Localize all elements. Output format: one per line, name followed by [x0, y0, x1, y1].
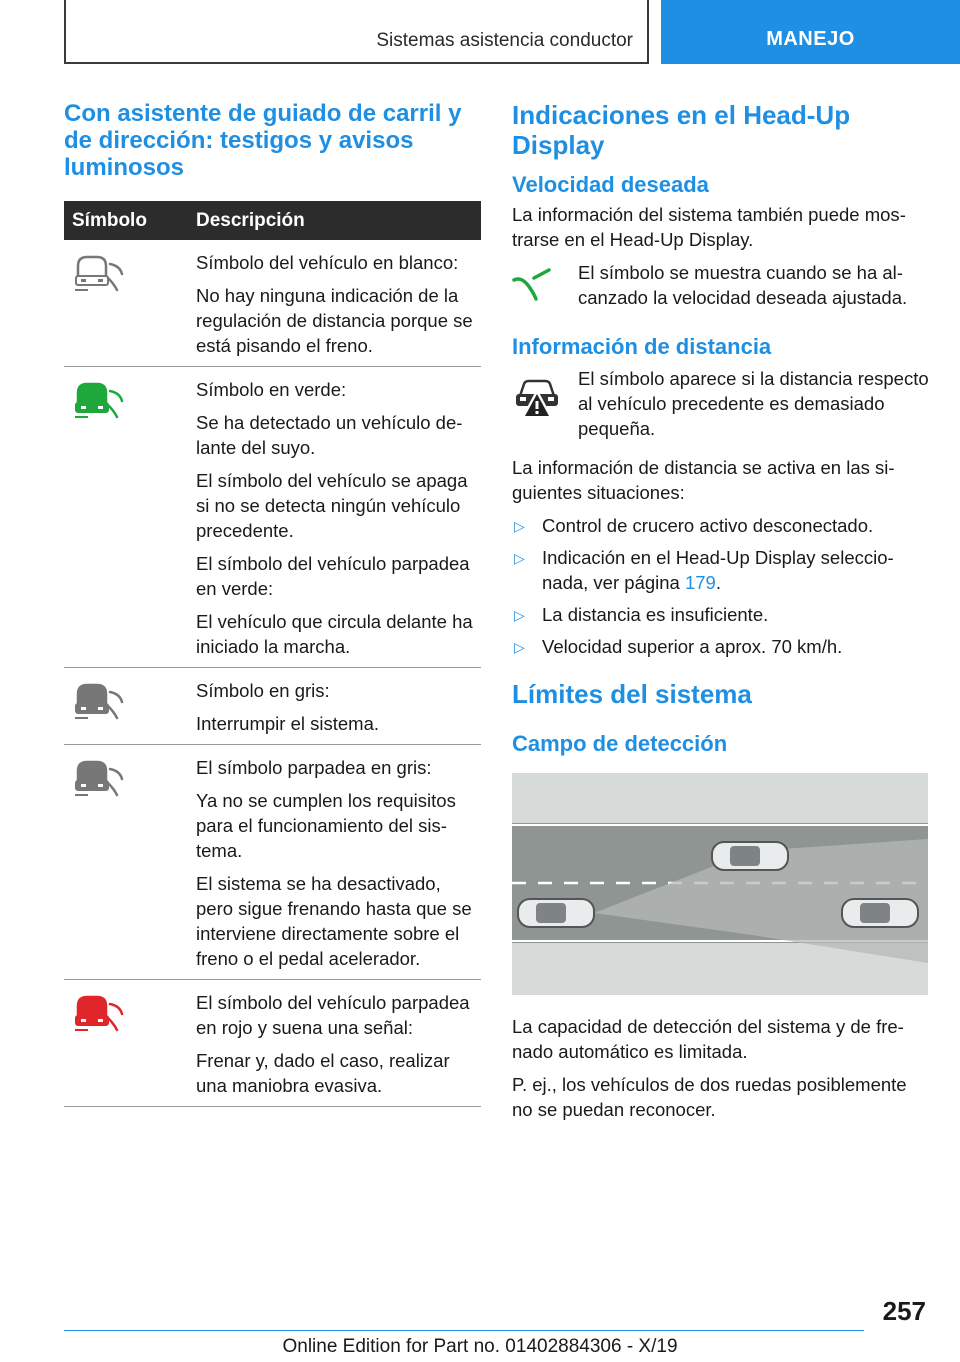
- footer-edition-text: Online Edition for Part no. 01402884306 - X/19: [282, 1336, 678, 1357]
- distance-warning-icon-row: [512, 366, 930, 441]
- description-cell: [188, 745, 481, 980]
- description-line: Frenar y, dado el caso, realizar una maniobra evasiva.: [196, 1050, 450, 1096]
- description-line: Símbolo en verde:: [196, 379, 347, 400]
- symbol-cell: [64, 980, 188, 1107]
- list-item: ▷ La distancia es insuficiente.: [512, 602, 930, 627]
- subheading-distance-info: Información de distancia: [512, 334, 772, 359]
- distance-info-conditions-list: [512, 513, 930, 659]
- car-lane-left-icon: [712, 842, 788, 870]
- bullet-triangle-icon: ▷: [514, 550, 525, 566]
- subheading-detection-range: Campo de detección: [512, 731, 728, 756]
- desired-speed-intro: La información del sistema también puede mostrarse en el Head-Up Display.: [512, 204, 906, 250]
- description-line: Símbolo en gris:: [196, 680, 330, 701]
- list-item: ▷ Indicación en el Head-Up Display seleccionada, ver página 179.: [514, 547, 894, 593]
- detection-range-paragraph-2: P. ej., los vehículos de dos ruedas posiblemente no se puedan reconocer.: [512, 1074, 907, 1120]
- vehicle-distance-icon-red: [72, 992, 128, 1036]
- list-item: ▷ Velocidad superior a aprox. 70 km/h.: [512, 634, 930, 659]
- page-number: 257: [882, 1296, 926, 1326]
- description-line: El símbolo del vehículo parpadea en rojo y suena una señal:: [196, 992, 470, 1038]
- distance-info-intro: La información de distancia se activa en las siguientes situaciones:: [512, 457, 895, 503]
- bullet-triangle-icon: ▷: [514, 639, 525, 655]
- left-column: [64, 100, 481, 1107]
- description-line: Ya no se cumplen los requisitos para el funcionamiento del sistema.: [196, 790, 456, 861]
- detection-range-illustration: [512, 773, 928, 995]
- symbol-cell: [64, 240, 188, 367]
- description-cell: [188, 367, 481, 668]
- symbol-cell: [64, 745, 188, 980]
- symbol-cell: [64, 668, 188, 745]
- col-header-description: Descripción: [188, 201, 481, 240]
- footer-edition: [0, 1336, 960, 1358]
- vehicle-distance-icon-gray-flashing: [72, 757, 128, 801]
- header-chapter-tab[interactable]: MANEJO: [661, 0, 960, 64]
- section-heading-hud: Indicaciones en el Head-Up Display: [512, 100, 851, 160]
- right-column: [512, 100, 930, 1122]
- description-line: El vehículo que circula delante ha iniciado la marcha.: [196, 611, 473, 657]
- symbol-table: [64, 201, 481, 1107]
- table-row: [64, 367, 481, 668]
- bullet-triangle-icon: ▷: [514, 607, 525, 623]
- desired-speed-icon-text: El símbolo se muestra cuando se ha alcanzado la velocidad deseada ajustada.: [578, 262, 908, 308]
- vehicle-distance-icon-green: [72, 379, 128, 423]
- vehicle-distance-icon-white: [72, 252, 128, 296]
- symbol-cell: [64, 367, 188, 668]
- list-item: ▷ Control de crucero activo desconectado.: [512, 513, 930, 538]
- description-cell: [188, 668, 481, 745]
- table-row: [64, 668, 481, 745]
- table-row: [64, 980, 481, 1107]
- description-line: Símbolo del vehículo en blanco:: [196, 252, 459, 273]
- distance-warning-icon: [512, 366, 578, 425]
- table-row: [64, 745, 481, 980]
- bullet-triangle-icon: ▷: [514, 518, 525, 534]
- page-reference-link[interactable]: 179: [684, 572, 716, 593]
- description-line: El símbolo del vehículo parpadea en verde:: [196, 553, 470, 599]
- desired-speed-icon-row: [512, 260, 930, 310]
- section-heading-indicators: Con asistente de guiado de carril y de dirección: testigos y avisos luminosos: [64, 100, 462, 181]
- detection-range-paragraph-1: La capacidad de detección del sistema y de frenado automático es limitada.: [512, 1016, 904, 1062]
- description-line: El símbolo del vehículo se apaga si no se detecta ningún vehículo precedente.: [196, 470, 468, 541]
- table-row: [64, 240, 481, 367]
- description-line: Interrumpir el sistema.: [196, 713, 379, 734]
- footer-divider: [64, 1330, 864, 1331]
- description-line: Se ha detectado un vehículo delante del suyo.: [196, 412, 463, 458]
- car-ahead-icon: [842, 899, 918, 927]
- description-line: No hay ninguna indicación de la regulación de distancia porque se está pisando el freno.: [196, 285, 473, 356]
- vehicle-distance-icon-gray: [72, 680, 128, 724]
- subheading-desired-speed: Velocidad deseada: [512, 172, 709, 197]
- car-own-icon: [518, 899, 594, 927]
- description-cell: [188, 980, 481, 1107]
- speed-reached-icon: [512, 260, 578, 307]
- col-header-symbol: Símbolo: [64, 201, 188, 240]
- distance-warning-icon-text: El símbolo aparece si la distancia respecto al vehículo precedente es demasiado pequeña.: [578, 368, 929, 439]
- header-box: [64, 0, 649, 64]
- section-heading-system-limits: Límites del sistema: [512, 679, 752, 709]
- description-line: El símbolo parpadea en gris:: [196, 757, 432, 778]
- description-cell: [188, 240, 481, 367]
- description-line: El sistema se ha desactivado, pero sigue frenando hasta que se interviene directamente sobre el freno o el pedal acelerador.: [196, 873, 472, 969]
- header-section-title: Sistemas asistencia conductor: [376, 30, 633, 51]
